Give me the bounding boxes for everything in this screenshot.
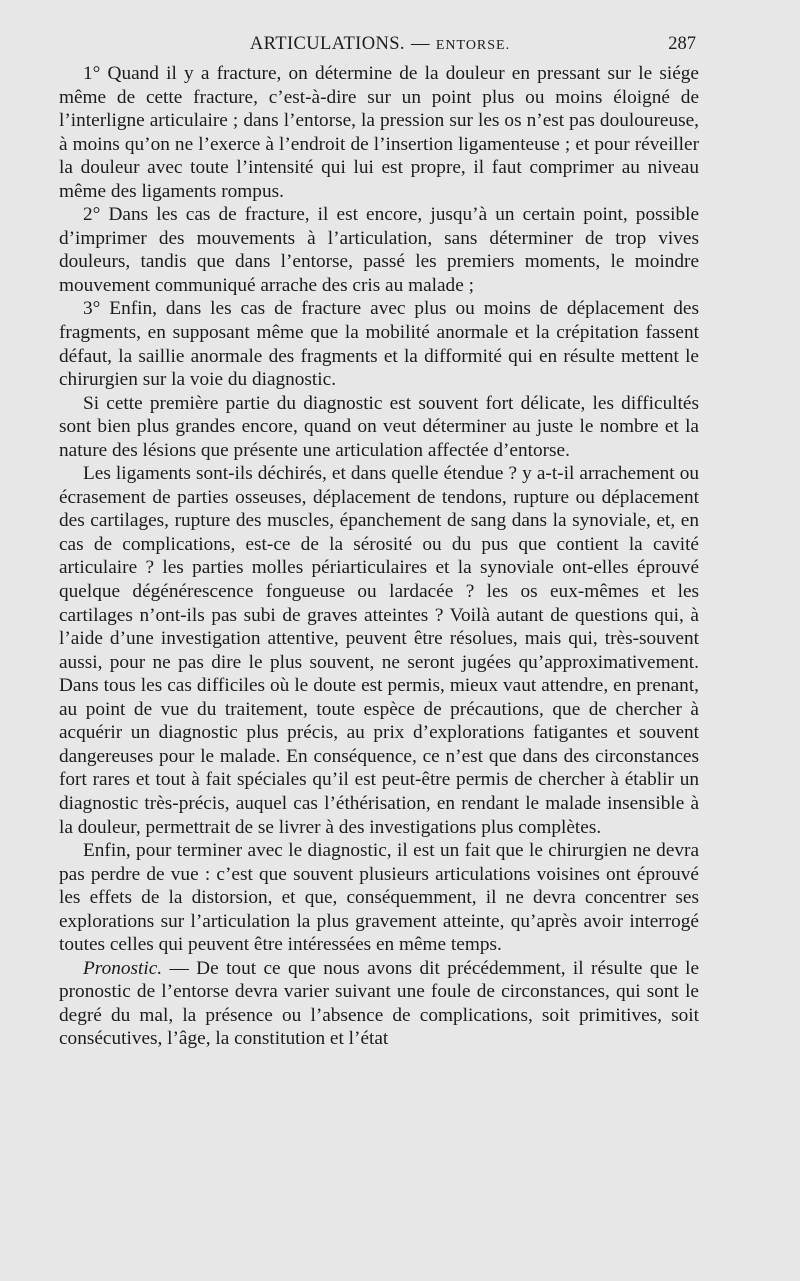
running-head [60, 34, 700, 55]
running-head-separator: — [410, 34, 430, 54]
paragraph-text: Les ligaments sont-ils déchirés, et dans quelle étendue ? y a-t-il arrachement ou écrasement de parties osseuses, déplacement de tendons, rupture ou déplacement des cartilages, rupture des muscles, épanchement de sang dans la synoviale, et, en cas de complications, est-ce de la sérosité ou du pus que contient la cavité articulaire ? les parties molles périarticulaires et la synoviale ont-elles éprouvé quelque dégénérescence fongueuse ou lardacée ? les os eux-mêmes et les cartilages n’ont-ils pas subi de graves atteintes ? Voilà autant de questions qui, à l’aide d’une investigation attentive, peuvent être résolues, mais qui, très-souvent aussi, pour ne pas dire le plus souvent, ne seront jugées qu’approximativement. Dans tous les cas difficiles où le doute est permis, mieux vaut attendre, en prenant, au point de vue du traitement, toute espèce de précautions, que de chercher à acquérir un diagnostic plus précis, au prix d’explorations fatigantes et souvent dangereuses pour le malade. En conséquence, ce n’est que dans des circonstances fort rares et tout à fait spéciales qu’il est peut-être permis de chercher à établir un diagnostic très-précis, auquel cas l’éthérisation, en rendant le malade insensible à la douleur, permettrait de se livrer à des investigations plus complètes. [59, 463, 699, 838]
paragraph-lesion-questions [59, 462, 699, 839]
paragraph-text: Si cette première partie du diagnostic est souvent fort délicate, les difficultés sont bien plus grandes encore, quand on veut déterminer au juste le nombre et la nature des lésions que présente une articulation affectée d’entorse. [59, 392, 699, 461]
page-header [60, 34, 700, 58]
running-head-title: ARTICULATIONS. [249, 34, 405, 54]
paragraph-fracture-displacement [59, 297, 699, 391]
paragraph-text: 3° Enfin, dans les cas de fracture avec plus ou moins de déplacement des fragments, en supposant même que la mobilité anormale et la crépitation fassent défaut, la saillie anormale des fragments et la difformité qui en résulte mettent le chirurgien sur la voie du diagnostic. [59, 298, 699, 391]
page-number: 287 [668, 34, 696, 54]
body-text [59, 62, 699, 1051]
paragraph-neighbouring-joints [59, 839, 699, 957]
paragraph-text: Enfin, pour terminer avec le diagnostic, il est un fait que le chirurgien ne devra pas perdre de vue : c’est que souvent plusieurs articulations voisines ont éprouvé les effets de la distorsion, et que, conséquemment, il ne devra concentrer ses explorations sur l’articulation la plus gravement atteinte, qu’après avoir interrogé toutes celles qui peuvent être intéressées en même temps. [59, 840, 699, 956]
paragraph-text: 2° Dans les cas de fracture, il est encore, jusqu’à un certain point, possible d’imprimer des mouvements à l’articulation, sans déterminer de trop vives douleurs, tandis que dans l’entorse, passé les premiers moments, le moindre mouvement communiqué arrache des cris au malade ; [59, 204, 699, 296]
paragraph-fracture-movement [59, 203, 699, 297]
paragraph-text: — De tout ce que nous avons dit précédemment, il résulte que le pronostic de l’entorse devra varier suivant une foule de circonstances, qui sont le degré du mal, la présence ou l’absence de complications, soit primitives, soit consécutives, l’âge, la constitution et l’état [59, 957, 699, 1050]
paragraph-fracture-pain [59, 62, 699, 203]
paragraph-text: 1° Quand il y a fracture, on détermine de la douleur en pressant sur le siége même de cette fracture, c’est-à-dire sur un point plus ou moins éloigné de l’interligne articulaire ; dans l’entorse, la pression sur les os n’est pas douloureuse, à moins qu’on ne l’exerce à l’endroit de l’insertion ligamenteuse ; et pour réveiller la douleur avec toute l’intensité qui lui est propre, il faut comprimer au niveau même des ligaments rompus. [59, 63, 699, 202]
running-head-subtitle: ENTORSE. [435, 38, 511, 53]
section-heading-pronostic: Pronostic. [83, 957, 163, 979]
paragraph-diagnostic-difficulty [59, 392, 699, 463]
paragraph-prognosis [59, 957, 699, 1051]
